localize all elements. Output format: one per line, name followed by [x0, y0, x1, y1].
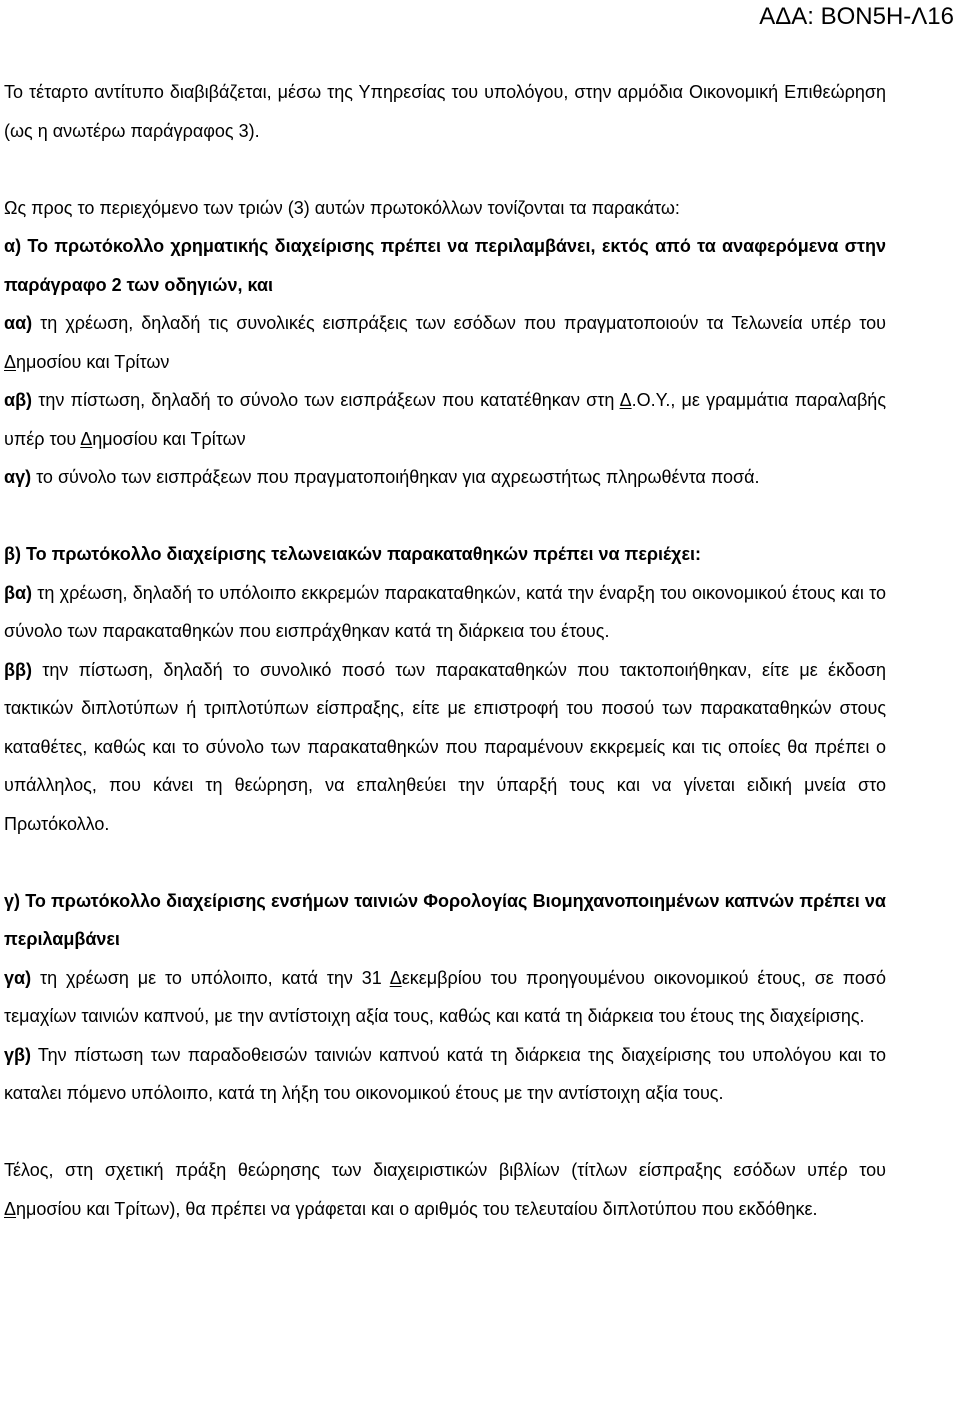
item-ga — [4, 959, 886, 1036]
underlined-letter: Δ — [619, 390, 632, 410]
paragraph-forwarding: Το τέταρτο αντίτυπο διαβιβάζεται, μέσω της Υπηρεσίας του υπολόγου, στην αρμόδια Οικονομική Επιθεώρηση (ως η ανωτέρω παράγραφος 3). — [4, 82, 886, 141]
underlined-letter: Δ — [4, 351, 17, 372]
item-aa — [4, 304, 886, 381]
ada-code: ΑΔΑ: ΒΟΝ5Η-Λ16 — [759, 3, 954, 30]
underlined-letter: Δ — [4, 1198, 17, 1219]
item-ga-text: τη χρέωση με το υπόλοιπο, κατά την 31 — [31, 967, 390, 988]
closing-text: Τέλος, στη σχετική πράξη θεώρησης των διαχειριστικών βιβλίων (τίτλων είσπραξης εσόδων υπέρ του — [4, 1160, 886, 1180]
underlined-letter: Δ — [80, 428, 93, 449]
item-ga-text-end: εκεμβρίου του προηγουμένου οικονομικού έτους, σε ποσό τεμαχίων ταινιών καπνού, με την αντίστοιχη αξία τους, καθώς και κατά τη διάρκεια του έτους της διαχείρισης. — [4, 967, 886, 1026]
paragraph-closing — [4, 1151, 886, 1228]
closing-text-end: ημοσίου και Τρίτων), θα πρέπει να γράφεται και ο αριθμός του τελευταίου διπλοτύπου που εκδόθηκε. — [16, 1198, 818, 1219]
section-b-heading — [4, 535, 886, 574]
item-bb — [4, 651, 886, 844]
item-ab — [4, 381, 886, 458]
item-bb-text: την πίστωση, δηλαδή το συνολικό ποσό των παρακαταθηκών που τακτοποιήθηκαν, είτε με έκδοση τακτικών διπλοτύπων ή τριπλοτύπων είσπραξης, είτε με επιστροφή του ποσού των παρακαταθηκών στους καταθέτες, καθώς και το σύνολο των παρακαταθηκών που παραμένουν εκκρεμείς και τις οποίες θα πρέπει ο υπάλληλος, που κάνει τη θεώρηση, να επαληθεύει την ύπαρξή τους και να γίνεται ειδική μνεία στο Πρωτόκολλο. — [4, 659, 886, 834]
item-aa-label: αα) — [4, 313, 33, 333]
item-gb — [4, 1036, 886, 1113]
document-body — [4, 73, 886, 1228]
item-gb-label: γβ) — [4, 1044, 31, 1065]
section-c-heading — [4, 882, 886, 959]
item-ag-text: το σύνολο των εισπράξεων που πραγματοποιήθηκαν για αχρεωστήτως πληρωθέντα ποσά. — [31, 467, 760, 487]
item-ab-text-mid: .Ο.Υ., με γραμμάτια παραλαβής υπέρ του — [4, 390, 886, 449]
item-bb-label: ββ) — [4, 659, 32, 680]
underlined-letter: Δ — [389, 967, 402, 988]
item-ab-label: αβ) — [4, 390, 33, 410]
item-aa-text-end: ημοσίου και Τρίτων — [16, 351, 170, 372]
paragraph-intro: Ως προς το περιεχόμενο των τριών (3) αυτών πρωτοκόλλων τονίζονται τα παρακάτω: — [4, 197, 680, 218]
item-ba — [4, 574, 886, 651]
item-aa-text: τη χρέωση, δηλαδή τις συνολικές εισπράξεις των εσόδων που πραγματοποιούν τα Τελωνεία υπέρ του — [32, 313, 886, 333]
section-a-heading-text: α) Το πρωτόκολλο χρηματικής διαχείρισης πρέπει να περιλαμβάνει, εκτός από τα αναφερόμενα στην παράγραφο 2 των οδηγιών, και — [4, 236, 886, 295]
section-b-heading-text: β) Το πρωτόκολλο διαχείρισης τελωνειακών παρακαταθηκών πρέπει να περιέχει: — [4, 544, 702, 564]
item-ba-label: βα) — [4, 582, 33, 603]
section-a-heading — [4, 227, 886, 304]
item-gb-text: Την πίστωση των παραδοθεισών ταινιών καπνού κατά τη διάρκεια της διαχείρισης του υπολόγου και το καταλει πόμενο υπόλοιπο, κατά τη λήξη του οικονομικού έτους με την αντίστοιχη αξία τους. — [4, 1044, 886, 1103]
item-ag-label: αγ) — [4, 467, 32, 487]
item-ab-text: την πίστωση, δηλαδή το σύνολο των εισπράξεων που κατατέθηκαν στη — [32, 390, 620, 410]
item-ab-text-end: ημοσίου και Τρίτων — [92, 428, 246, 449]
section-c-heading-text: γ) Το πρωτόκολλο διαχείρισης ενσήμων ταινιών Φορολογίας Βιομηχανοποιημένων καπνών πρέπει να περιλαμβάνει — [4, 890, 886, 949]
item-ag — [4, 458, 886, 497]
item-ga-label: γα) — [4, 967, 32, 988]
item-ba-text: τη χρέωση, δηλαδή το υπόλοιπο εκκρεμών παρακαταθηκών, κατά την έναρξη του οικονομικού έτους και το σύνολο των παρακαταθηκών που εισπράχθηκαν κατά τη διάρκεια του έτους. — [4, 582, 886, 641]
